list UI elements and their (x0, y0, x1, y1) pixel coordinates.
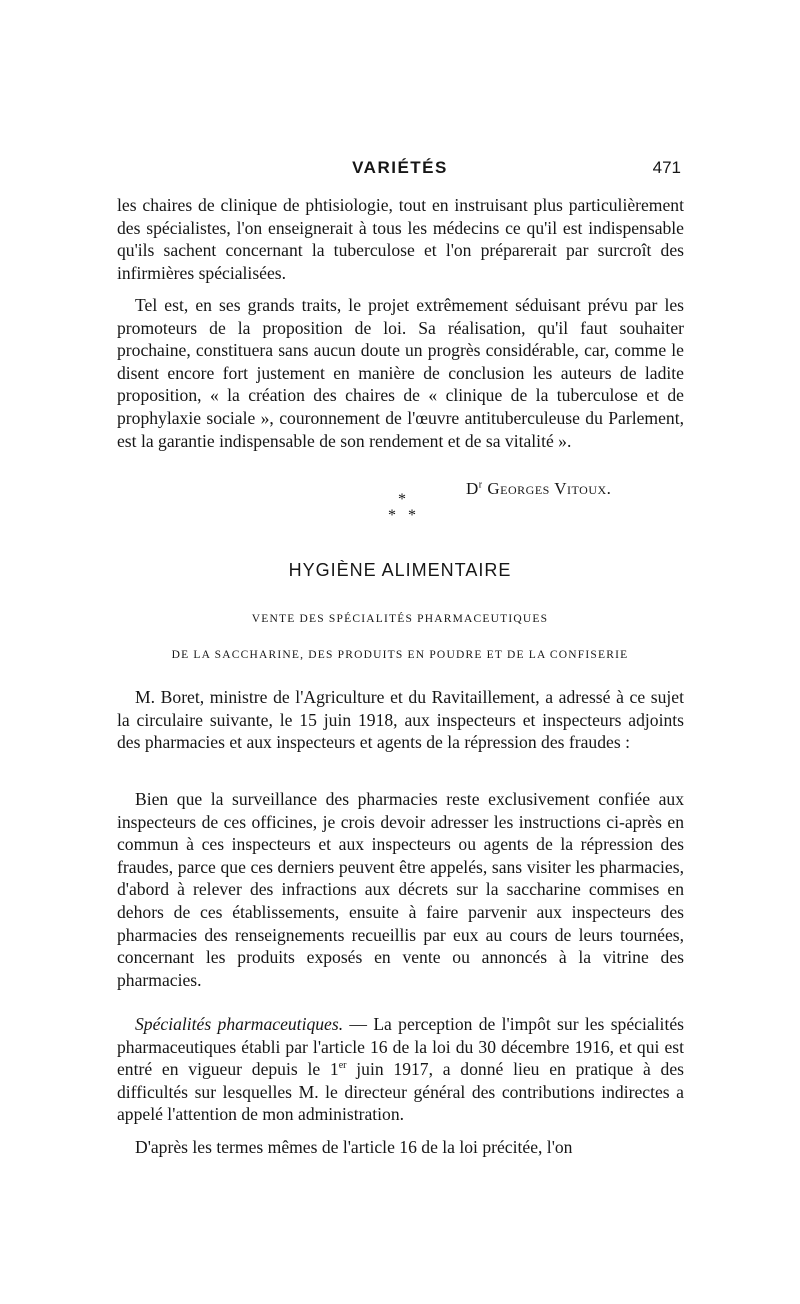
signature-title-sup: r (478, 479, 483, 491)
separator-star-top: * (398, 491, 406, 508)
paragraph-text-a: La perception de l'impôt sur les spécialités pharmaceutiques établi par l'article 16 de la loi du 30 décembre 1916, et qui est entré en vigueur depuis le 1 (117, 1014, 684, 1080)
section-subtitle-line2: DE LA SACCHARINE, DES PRODUITS EN POUDRE ET DE LA CONFISERIE (171, 649, 629, 661)
section-title: HYGIÈNE ALIMENTAIRE (288, 560, 512, 580)
paragraph-text-b: juin 1917, a donné lieu en pratique à des difficultés sur lesquelles M. le directeur général des contributions indirectes a appelé l'attention de mon administration. (117, 1059, 684, 1125)
paragraph-lead-italic: Spécialités pharmaceutiques. (135, 1014, 344, 1034)
paragraph-specialites (117, 1013, 684, 1126)
author-signature (466, 479, 611, 499)
section-separator (384, 492, 424, 528)
separator-star-left: * (388, 507, 396, 524)
section-subtitle-line1: VENTE DES SPÉCIALITÉS PHARMACEUTIQUES (251, 613, 549, 625)
running-title: VARIÉTÉS (352, 158, 448, 177)
paragraph-dash: — (343, 1014, 374, 1034)
paragraph-article-16: D'après les termes mêmes de l'article 16 de la loi précitée, l'on (135, 1137, 573, 1157)
ordinal-sup: er (338, 1060, 347, 1072)
separator-star-right: * (408, 507, 416, 524)
page-number: 471 (652, 158, 681, 177)
paragraph-project-summary: Tel est, en ses grands traits, le projet extrêmement séduisant prévu par les promoteurs de la proposition de loi. Sa réalisation, qu'il faut souhaiter prochaine, constituera sans aucun doute un progrès considérable, car, comme le disent encore fort justement en manière de conclusion les auteurs de ladite proposition, « la création des chaires de « clinique de la tuberculose et de prophylaxie sociale », couronnement de l'œuvre antituberculeuse du Parlement, est la garantie indispensable de son rendement et de sa vitalité ». (117, 295, 684, 451)
signature-title: D (466, 479, 479, 498)
paragraph-surveillance: Bien que la surveillance des pharmacies reste exclusivement confiée aux inspecteurs de ces officines, je crois devoir adresser les instructions ci-après en commun à ces inspecteurs et aux inspecteurs ou agents de la répression des fraudes, parce que ces derniers peuvent être appelés, sans visiter les pharmacies, d'abord à relever des infractions aux décrets sur la saccharine commises en dehors de ces établissements, ensuite à faire parvenir aux inspecteurs des pharmacies des renseignements recueillis par eux au cours de leurs tournées, concernant les produits exposés en vente ou annoncés à la vitrine des pharmacies. (117, 789, 684, 990)
signature-name: Georges Vitoux. (487, 479, 612, 498)
paragraph-circular-intro: M. Boret, ministre de l'Agriculture et du Ravitaillement, a adressé à ce sujet la circulaire suivante, le 15 juin 1918, aux inspecteurs et inspecteurs adjoints des pharmacies et aux inspecteurs et agents de la répression des fraudes : (117, 687, 684, 753)
paragraph-continuation: les chaires de clinique de phtisiologie, tout en instruisant plus particulièrement des spécialistes, l'on enseignerait à tous les médecins ce qu'il est indispensable qu'ils sachent concernant la tuberculose et l'on préparerait par surcroît des infirmières spécialisées. (117, 195, 684, 283)
